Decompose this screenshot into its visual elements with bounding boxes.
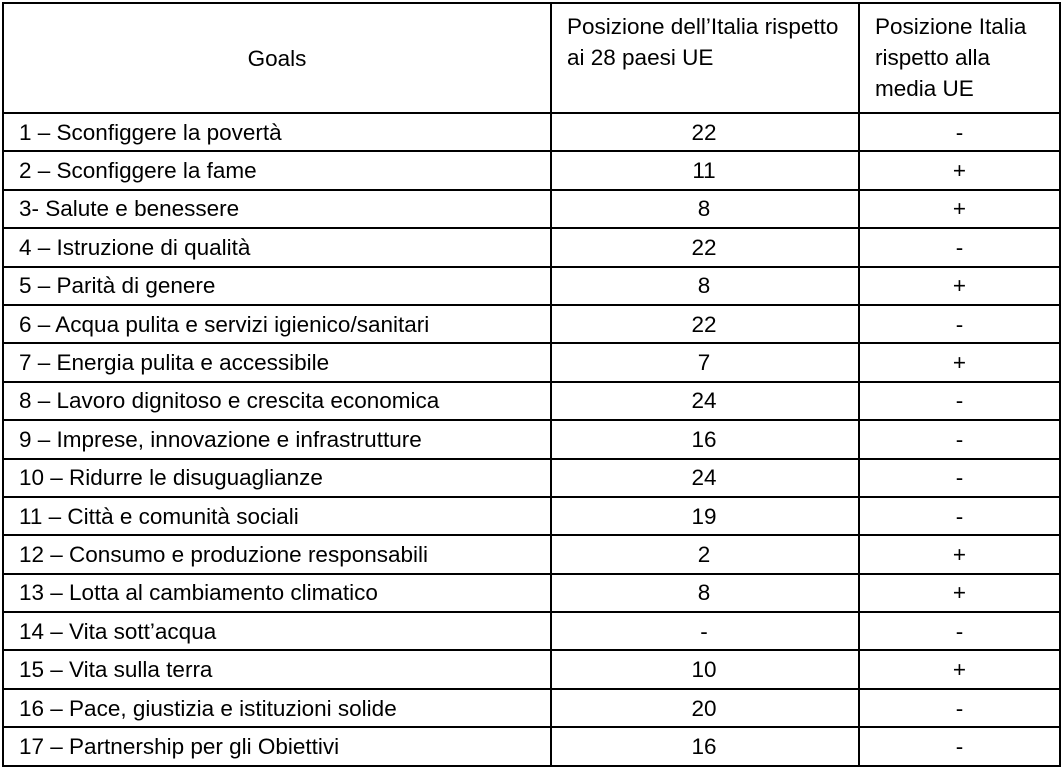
table-row	[3, 727, 1060, 765]
goal-cell: 4 – Istruzione di qualità	[3, 228, 551, 266]
goal-cell: 3- Salute e benessere	[3, 190, 551, 228]
vs-average-cell: +	[859, 535, 1060, 573]
goal-cell: 12 – Consumo e produzione responsabili	[3, 535, 551, 573]
vs-average-cell: -	[859, 497, 1060, 535]
vs-average-cell: -	[859, 459, 1060, 497]
goal-cell: 17 – Partnership per gli Obiettivi	[3, 727, 551, 765]
position-cell: 19	[551, 497, 859, 535]
position-cell: 24	[551, 459, 859, 497]
header-goals: Goals	[3, 3, 551, 113]
table-header	[3, 3, 1060, 113]
position-cell: 8	[551, 190, 859, 228]
position-cell: 22	[551, 305, 859, 343]
sdg-ranking-table	[2, 2, 1061, 767]
table-row	[3, 535, 1060, 573]
position-cell: 22	[551, 113, 859, 151]
header-position-eu28: Posizione dell’Italia rispetto ai 28 paesi UE	[551, 3, 859, 113]
position-cell: 7	[551, 343, 859, 381]
table-row	[3, 151, 1060, 189]
position-cell: 8	[551, 267, 859, 305]
table-row	[3, 420, 1060, 458]
position-cell: 24	[551, 382, 859, 420]
position-cell: 8	[551, 574, 859, 612]
header-position-vs-average: Posizione Italia rispetto alla media UE	[859, 3, 1060, 113]
vs-average-cell: +	[859, 650, 1060, 688]
vs-average-cell: -	[859, 305, 1060, 343]
goal-cell: 5 – Parità di genere	[3, 267, 551, 305]
goal-cell: 6 – Acqua pulita e servizi igienico/sanitari	[3, 305, 551, 343]
vs-average-cell: +	[859, 267, 1060, 305]
vs-average-cell: -	[859, 382, 1060, 420]
table-row	[3, 267, 1060, 305]
table-row	[3, 190, 1060, 228]
goal-cell: 7 – Energia pulita e accessibile	[3, 343, 551, 381]
position-cell: -	[551, 612, 859, 650]
vs-average-cell: +	[859, 190, 1060, 228]
vs-average-cell: -	[859, 689, 1060, 727]
position-cell: 2	[551, 535, 859, 573]
table-row	[3, 650, 1060, 688]
goal-cell: 14 – Vita sott’acqua	[3, 612, 551, 650]
table-row	[3, 612, 1060, 650]
vs-average-cell: +	[859, 574, 1060, 612]
vs-average-cell: -	[859, 420, 1060, 458]
table-row	[3, 228, 1060, 266]
position-cell: 16	[551, 727, 859, 765]
table-row	[3, 497, 1060, 535]
table-row	[3, 305, 1060, 343]
goal-cell: 13 – Lotta al cambiamento climatico	[3, 574, 551, 612]
header-row	[3, 3, 1060, 113]
vs-average-cell: +	[859, 343, 1060, 381]
vs-average-cell: -	[859, 612, 1060, 650]
goal-cell: 2 – Sconfiggere la fame	[3, 151, 551, 189]
goal-cell: 11 – Città e comunità sociali	[3, 497, 551, 535]
vs-average-cell: -	[859, 727, 1060, 765]
goal-cell: 16 – Pace, giustizia e istituzioni solide	[3, 689, 551, 727]
table-row	[3, 689, 1060, 727]
vs-average-cell: +	[859, 151, 1060, 189]
goal-cell: 8 – Lavoro dignitoso e crescita economica	[3, 382, 551, 420]
position-cell: 11	[551, 151, 859, 189]
table-body	[3, 113, 1060, 766]
position-cell: 22	[551, 228, 859, 266]
goal-cell: 10 – Ridurre le disuguaglianze	[3, 459, 551, 497]
position-cell: 20	[551, 689, 859, 727]
position-cell: 10	[551, 650, 859, 688]
table-row	[3, 113, 1060, 151]
table-row	[3, 382, 1060, 420]
vs-average-cell: -	[859, 228, 1060, 266]
goal-cell: 1 – Sconfiggere la povertà	[3, 113, 551, 151]
table-row	[3, 574, 1060, 612]
goal-cell: 15 – Vita sulla terra	[3, 650, 551, 688]
table-row	[3, 459, 1060, 497]
position-cell: 16	[551, 420, 859, 458]
table-row	[3, 343, 1060, 381]
goal-cell: 9 – Imprese, innovazione e infrastrutture	[3, 420, 551, 458]
vs-average-cell: -	[859, 113, 1060, 151]
